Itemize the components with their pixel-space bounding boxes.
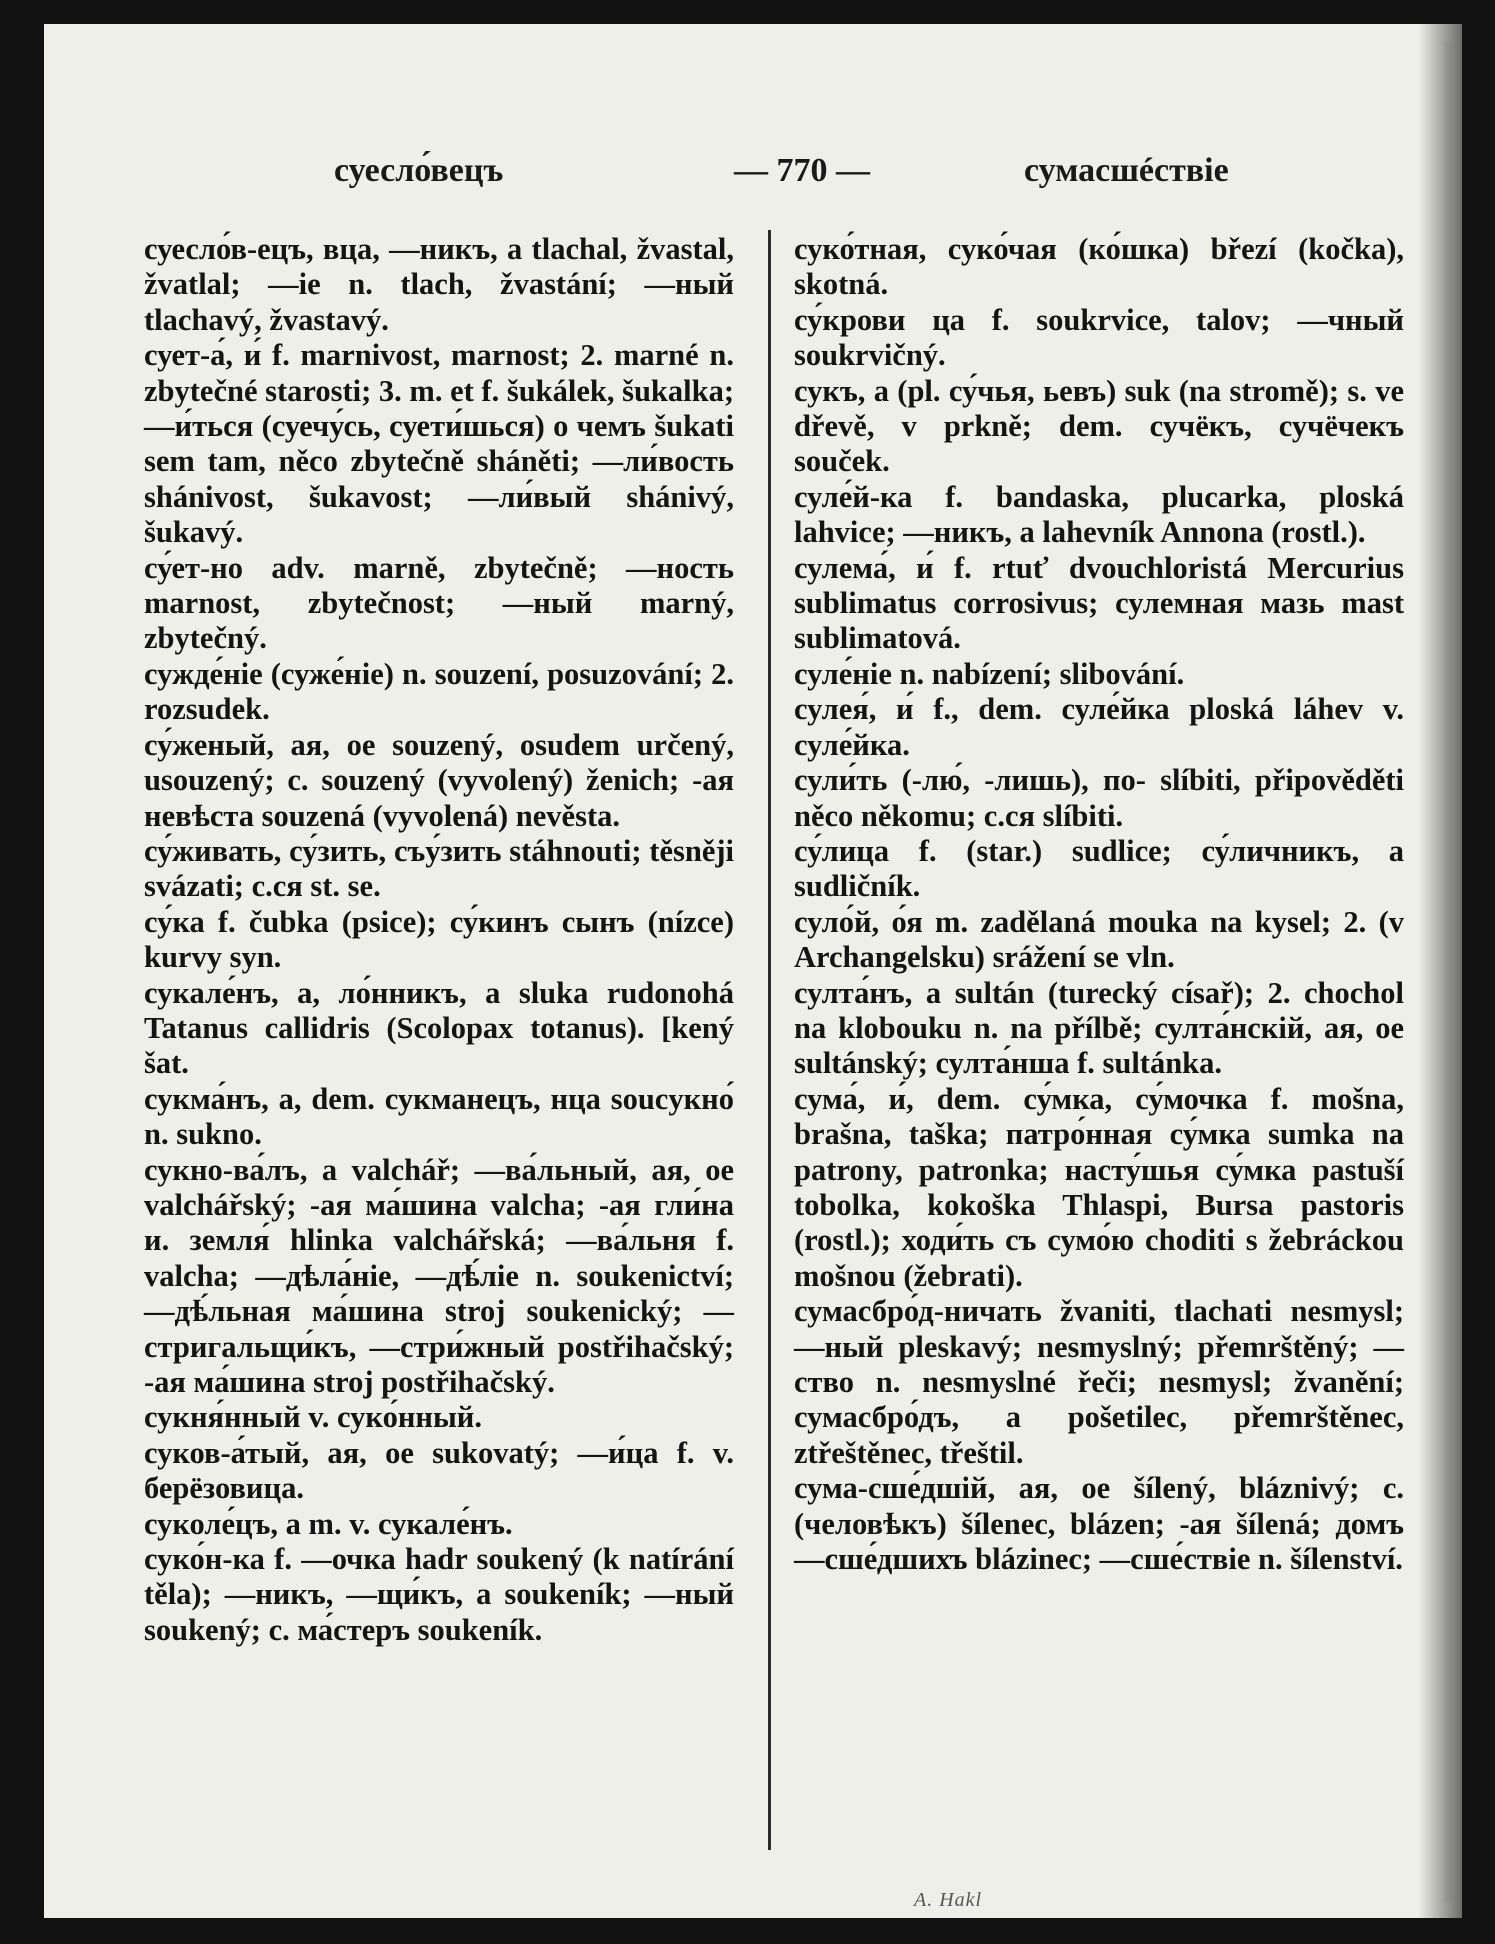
dictionary-entry: су́лица f. (star.) sudlice; су́личникъ, a sudličník. — [794, 833, 1404, 904]
dictionary-page — [44, 24, 1462, 1918]
dictionary-entry: су́крови ца f. soukrvice, talov; —чный soukrvičný. — [794, 302, 1404, 373]
page-header — [44, 152, 1462, 198]
dictionary-entry: суков-а́тый, ая, ое sukovatý; —и́ца f. v. берёзовица. — [144, 1435, 734, 1506]
dictionary-entry: сулема́, и́ f. rtuť dvouchloristá Mercurius sublimatus corrosivus; сулемная мазь mast sublimatová. — [794, 550, 1404, 656]
page-number: — 770 — — [734, 152, 870, 189]
dictionary-entry: сукня́нный v. суко́нный. — [144, 1400, 482, 1435]
dictionary-entry: суло́й, о́я m. zadělaná mouka na kysel; 2. (v Archangelsku) srážení se vln. — [794, 904, 1404, 975]
dictionary-entry: сукма́нъ, а, dem. сукманецъ, нца soucукно́ n. sukno. — [144, 1081, 734, 1152]
dictionary-entry: суколе́цъ, a m. v. сукале́нъ. — [144, 1506, 513, 1541]
dictionary-entry: суле́ніе n. nabízení; slibování. — [794, 656, 1185, 691]
dictionary-entry: суле́й-ка f. bandaska, plucarka, ploská lahvice; —никъ, a lahevník Annona (rostl.). — [794, 479, 1404, 550]
dictionary-entry: сует-а́, и́ f. marnivost, marnost; 2. marné n. zbytečné starosti; 3. m. et f. šukálek, šukalka; —и́ться (суечу́сь, суети́шься) о чемъ šukati sem tam, něco zbytečně sháněti; —ли́вость shánivost, šukavost; —ли́вый shánivý, šukavý. — [144, 338, 734, 550]
dictionary-entry: сукъ, a (pl. су́чья, ьевъ) suk (na stromě); s. ve dřevě, v prkně; dem. сучёкъ, сучёчекъ souček. — [794, 373, 1404, 479]
dictionary-entry: сумасбро́д-ничать žvaniti, tlachati nesmysl; —ный pleskavý; nesmyslný; přemrštěný; —ство n. nesmyslné řeči; nesmysl; žvanění; сумасбро́дъ, a pošetilec, přemrštěnec, ztřeštěnec, třeštil. — [794, 1294, 1404, 1470]
header-right-word: сумасшéствіе — [1024, 152, 1229, 189]
dictionary-entry: суко́н-ка f. —очка hadr soukený (k natírání těla); —никъ, —щи́къ, a soukeník; —ный soukený; c. ма́стеръ soukeník. — [144, 1542, 734, 1647]
column-divider — [768, 230, 771, 1850]
dictionary-entry: су́ет-но adv. marně, zbytečně; —ность marnost, zbytečnost; —ный marný, zbytečný. — [144, 550, 734, 656]
dictionary-entry: су́живать, су́зить, съу́зить stáhnouti; těsněji svázati; c.ся st. se. — [144, 833, 734, 904]
dictionary-entry: суко́тная, суко́чая (ко́шка) březí (kočka), skotná. — [794, 232, 1404, 302]
dictionary-entry: су́женый, ая, ое souzený, osudem určený, usouzený; c. souzený (vyvolený) ženich; -ая невѣста souzená (vyvolená) nevěsta. — [144, 727, 734, 833]
dictionary-entry: сужде́ніе (суже́ніе) n. souzení, posuzování; 2. rozsudek. — [144, 656, 734, 727]
dictionary-entry: су́ка f. čubka (psice); су́кинъ сынъ (nízce) kurvy syn. — [144, 904, 734, 975]
dictionary-entry: сукно-ва́лъ, a valchář; —ва́льный, ая, ое valchářský; -ая ма́шина valcha; -ая гли́на и. земля́ hlinka valchářská; —ва́льня f. valcha; —дѣла́ніе, —дѣ́ліе n. soukenictví; —дѣ́льная ма́шина stroj soukenický; —стригальщи́къ, —стри́жный postřihačský; -ая ма́шина stroj postřihačský. — [144, 1152, 734, 1399]
right-column — [794, 232, 1404, 1577]
dictionary-entry: сулея́, и́ f., dem. суле́йка ploská láhev v. суле́йка. — [794, 692, 1404, 762]
left-column — [144, 232, 734, 1648]
dictionary-entry: сума-сше́дшій, ая, ое šílený, bláznivý; c. (человѣкъ) šílenec, blázen; -ая šílená; домъ —сше́дшихъ blázinec; —сше́ствіе n. šílenství. — [794, 1471, 1404, 1577]
header-left-word: суесло́вецъ — [334, 152, 504, 189]
dictionary-entry: сума́, и́, dem. су́мка, су́мочка f. mošna, brašna, taška; патро́нная су́мка sumka na patrony, patronka; насту́шья су́мка pastuší tobolka, kokoška Thlaspi, Bursa pastoris (rostl.); ходи́ть съ сумо́ю choditi s žebráckou mošnou (žebrati). — [794, 1081, 1404, 1293]
dictionary-entry: сули́ть (-лю́, -лишь), по- slíbiti, připověděti něco někomu; c.ся slíbiti. — [794, 763, 1404, 833]
dictionary-entry: суесло́в-ецъ, вца, —никъ, a tlachal, žvastal, žvatlal; —ie n. tlach, žvastání; —ный tlachavý, žvastavý. — [144, 232, 734, 337]
bleed-through-footer: A. Hakl — [914, 1889, 983, 1911]
dictionary-entry: сукале́нъ, а, ло́нникъ, a sluka rudonohá Tatanus callidris (Scolopax totanus). [kený šat. — [144, 975, 734, 1081]
dictionary-entry: султа́нъ, a sultán (turecký císař); 2. chochol na klobouku n. na přílbě; султа́нскій, ая, ое sultánský; султа́нша f. sultánka. — [794, 975, 1404, 1081]
page-shadow — [1418, 24, 1462, 1918]
